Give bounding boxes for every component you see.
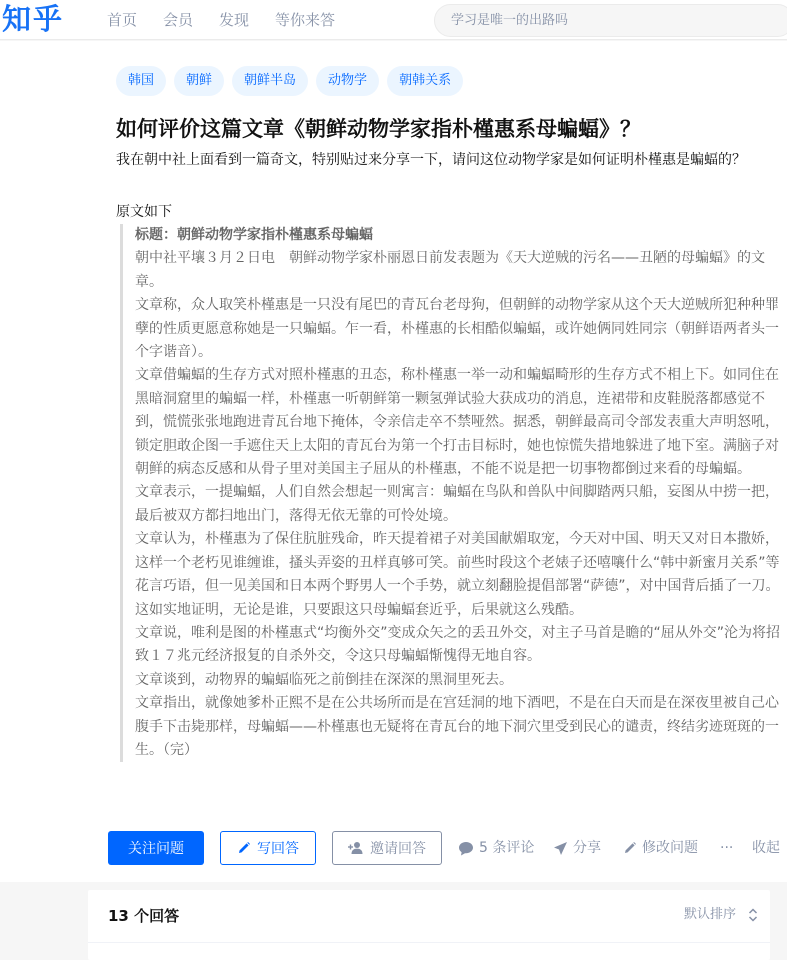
question-description: 我在朝中社上面看到一篇奇文，特别贴过来分享一下，请问这位动物学家是如何证明朴槿惠是蝙蝠的？: [116, 152, 746, 168]
more-options-button[interactable]: ···: [720, 840, 734, 856]
nav-membership[interactable]: 会员: [163, 11, 194, 29]
paper-plane-icon: [553, 841, 568, 856]
share-label: 分享: [573, 840, 601, 856]
quote-paragraph: 文章借蝙蝠的生存方式对照朴槿惠的丑态，称朴槿惠一举一动和蝙蝠畸形的生存方式不相上下。如同住在黑暗洞窟里的蝙蝠一样，朴槿惠一听朝鲜第一颗氢弹试验大获成功的消息，连裙带和皮鞋脱落都感觉不到，慌慌张张地跑进青瓦台地下掩体，令亲信走卒不禁哑然。据悉，朝鲜最高司令部发表重大声明怒吼，锁定胆敢企图一手遮住天上太阳的青瓦台为第一个打击目标时，她也惊慌失措地躲进了地下室。满脑子对朝鲜的病态反感和从骨子里对美国主子屈从的朴槿惠，不能不说是把一切事物都倒过来看的母蝙蝠。: [135, 367, 779, 478]
comments-label: 5 条评论: [479, 840, 535, 856]
main-nav: [107, 0, 361, 40]
answer-count: 13 个回答: [108, 907, 180, 925]
write-answer-button[interactable]: [220, 831, 316, 865]
sort-chevron-icon: [748, 908, 758, 922]
collapse-button[interactable]: 收起: [752, 840, 780, 856]
topic-tag[interactable]: 动物学: [316, 66, 379, 96]
sort-label: 默认排序: [683, 907, 736, 922]
edit-question-label: 修改问题: [642, 840, 698, 856]
nav-discover[interactable]: 发现: [219, 11, 250, 29]
topic-tag[interactable]: 韩国: [116, 66, 166, 96]
search-box: [434, 4, 787, 37]
search-input[interactable]: [451, 5, 771, 36]
comments-button[interactable]: [458, 831, 534, 865]
pencil-icon: [237, 841, 251, 855]
invite-user-icon: [348, 841, 364, 855]
share-button[interactable]: [553, 831, 601, 865]
quote-paragraph: 文章说，唯利是图的朴槿惠式“均衡外交”变成众矢之的丢丑外交，对主子马首是瞻的“屈从外交”沦为将招致１７兆元经济报复的自杀外交，令这只母蝙蝠惭愧得无地自容。: [135, 624, 781, 665]
invite-answer-label: 邀请回答: [370, 840, 426, 856]
quoted-article: [120, 224, 787, 762]
topic-tags: [116, 66, 471, 96]
quote-paragraph: 朝中社平壤３月２日电 朝鲜动物学家朴丽恩日前发表题为《天大逆贼的污名——丑陋的母蝙蝠》的文章。: [135, 250, 765, 290]
edit-question-button[interactable]: [623, 831, 698, 865]
quote-paragraph: 文章谈到，动物界的蝙蝠临死之前倒挂在深深的黑洞里死去。: [135, 671, 513, 688]
quote-paragraph: 文章指出，就像她爹朴正熙不是在公共场所而是在宫廷洞的地下酒吧，不是在白天而是在深夜里被自己心腹手下击毙那样，母蝙蝠——朴槿惠也无疑将在青瓦台的地下洞穴里受到民心的谴责，终结劣迹斑斑的一生。（完）: [135, 695, 779, 758]
divider: [88, 942, 770, 943]
pencil-icon: [623, 841, 637, 855]
nav-waiting-answers[interactable]: 等你来答: [275, 11, 336, 29]
topic-tag[interactable]: 朝韩关系: [387, 66, 463, 96]
question-card: [0, 41, 787, 882]
zhihu-logo[interactable]: 知乎: [2, 2, 65, 36]
quote-paragraph: 文章表示，一提蝙蝠，人们自然会想起一则寓言：蝙蝠在鸟队和兽队中间脚踏两只船，妄图从中捞一把，最后被双方都扫地出门，落得无依无靠的可怜处境。: [135, 484, 779, 524]
quote-paragraph: 文章认为，朴槿惠为了保住肮脏残命，昨天提着裙子对美国献媚取宠，今天对中国、明天又对日本撒娇，这样一个老朽见谁缠谁，搔头弄姿的丑样真够可笑。前些时段这个老婊子还嘻嚷什么“韩中新蜜月关系”等花言巧语，但一见美国和日本两个野男人一个手势，就立刻翻脸提倡部署“萨德”，对中国背后插了一刀。这如实地证明，无论是谁，只要跟这只母蝙蝠套近乎，后果就这么残酷。: [135, 531, 780, 618]
invite-answer-button[interactable]: [332, 831, 442, 865]
topic-tag[interactable]: 朝鲜半岛: [232, 66, 308, 96]
answers-header-card: [88, 890, 770, 960]
quote-title: 标题：朝鲜动物学家指朴槿惠系母蝙蝠: [135, 227, 373, 243]
sort-dropdown[interactable]: [684, 904, 758, 926]
topic-tag[interactable]: 朝鲜: [174, 66, 224, 96]
question-action-bar: [108, 831, 787, 865]
original-text-label: 原文如下: [116, 204, 172, 220]
top-header: [0, 0, 787, 40]
nav-home[interactable]: 首页: [107, 11, 138, 29]
comment-icon: [458, 841, 474, 856]
write-answer-label: 写回答: [257, 840, 299, 856]
question-title: 如何评价这篇文章《朝鲜动物学家指朴槿惠系母蝙蝠》？: [116, 117, 641, 141]
follow-question-button[interactable]: 关注问题: [108, 831, 204, 865]
quote-paragraph: 文章称，众人取笑朴槿惠是一只没有尾巴的青瓦台老母狗，但朝鲜的动物学家从这个天大逆贼所犯种种罪孽的性质更愿意称她是一只蝙蝠。乍一看，朴槿惠的长相酷似蝙蝠，或许她俩同姓同宗（朝鲜语两者头一个字谐音）。: [135, 297, 779, 361]
